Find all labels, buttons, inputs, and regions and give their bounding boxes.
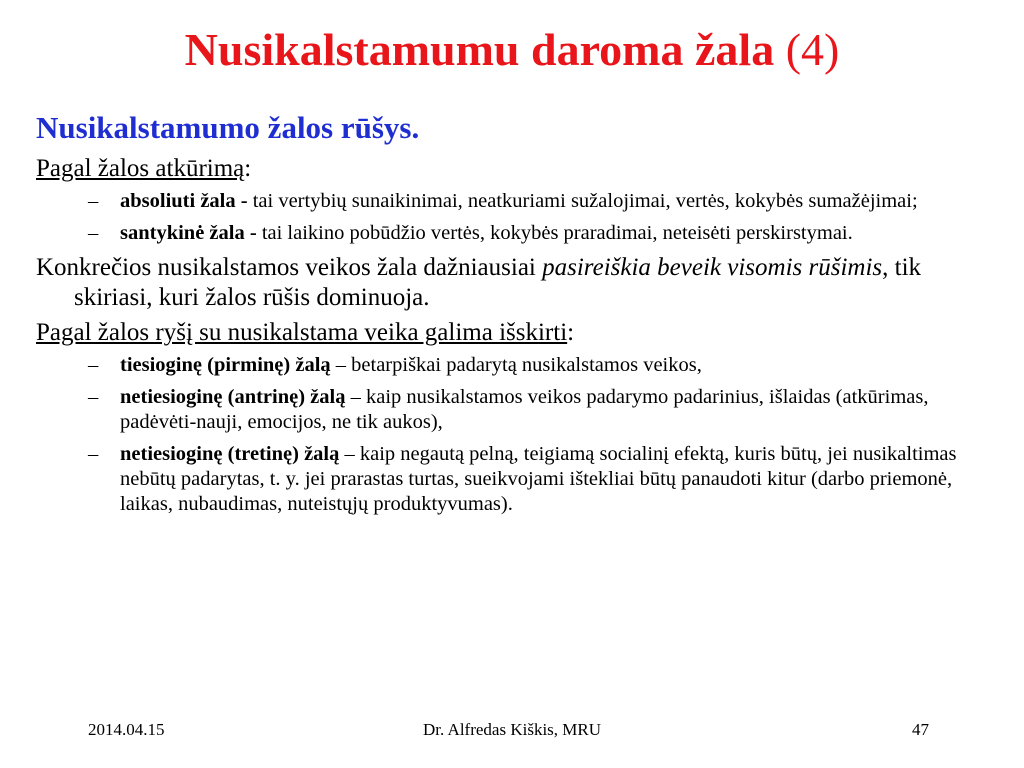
- list-item-term: tiesioginę (pirminę) žalą: [120, 354, 331, 376]
- section-heading-relation-colon: :: [567, 319, 575, 346]
- list-dash: –: [88, 190, 99, 212]
- list-item-relative-damage: [36, 221, 986, 246]
- slide-title-main: Nusikalstamumu daroma žala: [184, 24, 775, 75]
- list-dash: –: [88, 354, 99, 376]
- footer-date: 2014.04.15: [88, 720, 165, 739]
- list-item-term: netiesioginę (tretinę) žalą: [120, 443, 340, 465]
- paragraph-damage-types: [36, 253, 986, 313]
- list-item-text: tai vertybių sunaikinimai, neatkuriami sužalojimai, vertės, kokybės sumažėjimai;: [247, 190, 918, 212]
- list-item-text: – betarpiškai padarytą nusikalstamos veikos,: [330, 354, 702, 376]
- section-heading-restoration-text: Pagal žalos atkūrimą: [36, 155, 245, 182]
- list-item-direct-damage: [36, 353, 986, 378]
- slide-content: [36, 108, 986, 524]
- paragraph-end: , tik skiriasi, kuri žalos rūšis dominuoja.: [74, 254, 922, 311]
- slide-subtitle: Nusikalstamumo žalos rūšys.: [36, 110, 420, 145]
- section-heading-restoration: [36, 154, 986, 184]
- list-item-term: santykinė žala -: [120, 222, 257, 244]
- slide-title: [0, 22, 1024, 78]
- paragraph-start: Konkrečios nusikalstamos veikos žala dažniausiai: [36, 254, 543, 281]
- section-heading-restoration-colon: :: [244, 155, 252, 182]
- footer-author: Dr. Alfredas Kiškis, MRU: [422, 720, 602, 739]
- paragraph-italic: pasireiškia beveik visomis rūšimis: [542, 254, 883, 281]
- list-item-term: absoliuti žala -: [120, 190, 248, 212]
- list-item-text: – kaip negautą pelną, teigiamą socialinį efektą, kuris būtų, jei nusikaltimas nebūtų padarytas, t. y. jei prarastas turtas, sueikvojami ištekliai būtų panaudoti kitur (darbo priemonė, laikas, nubaudimas, nuteistųjų produktyvumas).: [120, 443, 957, 515]
- footer-page-number: 47: [912, 720, 929, 739]
- list-item-text: tai laikino pobūdžio vertės, kokybės praradimai, neteisėti perskirstymai.: [256, 222, 853, 244]
- list-item-text: – kaip nusikalstamos veikos padarymo padarinius, išlaidas (atkūrimas, padėvėti-nauji, emocijos, ne tik aukos),: [120, 386, 929, 433]
- list-dash: –: [88, 222, 99, 244]
- section-heading-relation-text: Pagal žalos ryšį su nusikalstama veika galima išskirti: [36, 319, 568, 346]
- list-dash: –: [88, 443, 99, 465]
- list-item-term: netiesioginę (antrinę) žalą: [120, 386, 346, 408]
- list-item-tertiary-damage: [36, 442, 986, 517]
- list-item-absolute-damage: [36, 189, 986, 214]
- section-heading-relation: [36, 318, 986, 348]
- list-item-secondary-damage: [36, 385, 986, 435]
- slide-title-number: (4): [785, 24, 840, 75]
- list-dash: –: [88, 386, 99, 408]
